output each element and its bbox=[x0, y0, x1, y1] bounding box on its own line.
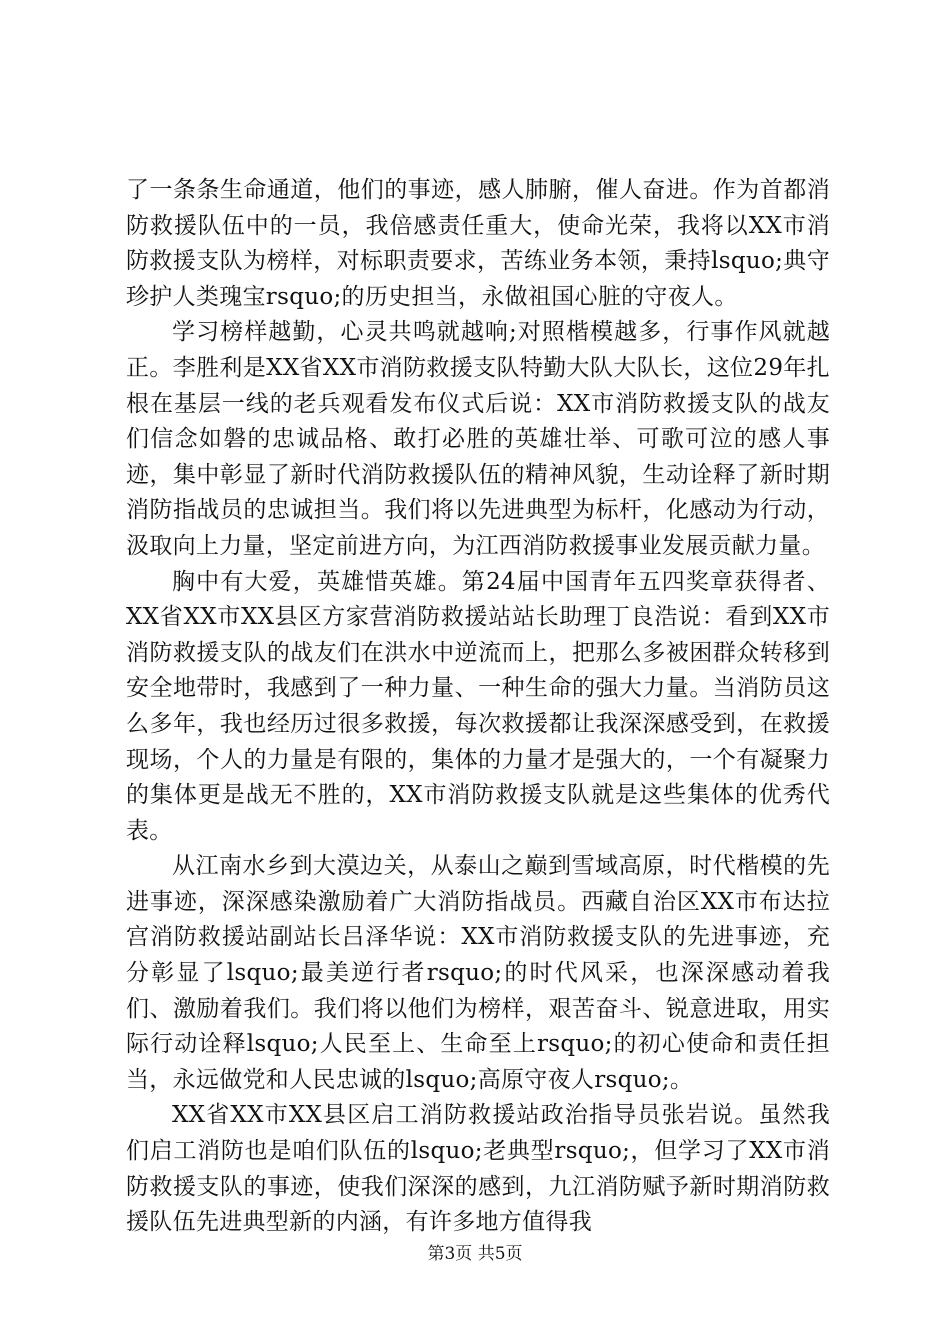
paragraph-political-instructor: XX省XX市XX县区启工消防救援站政治指导员张岩说。虽然我们启工消防也是咱们队伍的lsquo;老典型rsquo;，但学习了XX市消防救援支队的事迹，使我们深深的感到，九江消防赋予新时期消防救援队伍先进典型新的内涵，有许多地方值得我 bbox=[126, 1102, 830, 1236]
paragraph-role-models: 学习榜样越勤，心灵共鸣就越响;对照楷模越多，行事作风就越正。李胜利是XX省XX市消防救援支队特勤大队大队长，这位29年扎根在基层一线的老兵观看发布仪式后说：XX市消防救援支队的战友们信念如磐的忠诚品格、敢打必胜的英雄壮举、可歌可泣的感人事迹，集中彰显了新时代消防救援队伍的精神风貌，生动诠释了新时期消防指战员的忠诚担当。我们将以先进典型为标杆，化感动为行动，汲取向上力量，坚定前进方向，为江西消防救援事业发展贡献力量。 bbox=[126, 319, 830, 559]
body-text bbox=[126, 173, 830, 1241]
paragraph-heroes: 胸中有大爱，英雄惜英雄。第24届中国青年五四奖章获得者、XX省XX市XX县区方家营消防救援站站长助理丁良浩说：看到XX市消防救援支队的战友们在洪水中逆流而上，把那么多被困群众转移到安全地带时，我感到了一种力量、一种生命的强大力量。当消防员这么多年，我也经历过很多救援，每次救援都让我深深感受到，在救援现场，个人的力量是有限的，集体的力量才是强大的，一个有凝聚力的集体更是战无不胜的，XX市消防救援支队就是这些集体的优秀代表。 bbox=[126, 568, 830, 844]
paragraph-jiangnan-to-frontier: 从江南水乡到大漠边关，从泰山之巅到雪域高原，时代楷模的先进事迹，深深感染激励着广大消防指战员。西藏自治区XX市布达拉宫消防救援站副站长吕泽华说：XX市消防救援支队的先进事迹，充分彰显了lsquo;最美逆行者rsquo;的时代风采，也深深感动着我们、激励着我们。我们将以他们为榜样，艰苦奋斗、锐意进取，用实际行动诠释lsquo;人民至上、生命至上rsquo;的初心使命和责任担当，永远做党和人民忠诚的lsquo;高原守夜人rsquo;。 bbox=[126, 853, 830, 1093]
page-number-footer: 第3页 共5页 bbox=[427, 1244, 523, 1264]
paragraph-continued: 了一条条生命通道，他们的事迹，感人肺腑，催人奋进。作为首都消防救援队伍中的一员，我倍感责任重大，使命光荣，我将以XX市消防救援支队为榜样，对标职责要求，苦练业务本领，秉持lsquo;典守珍护人类瑰宝rsquo;的历史担当，永做祖国心脏的守夜人。 bbox=[126, 177, 830, 310]
